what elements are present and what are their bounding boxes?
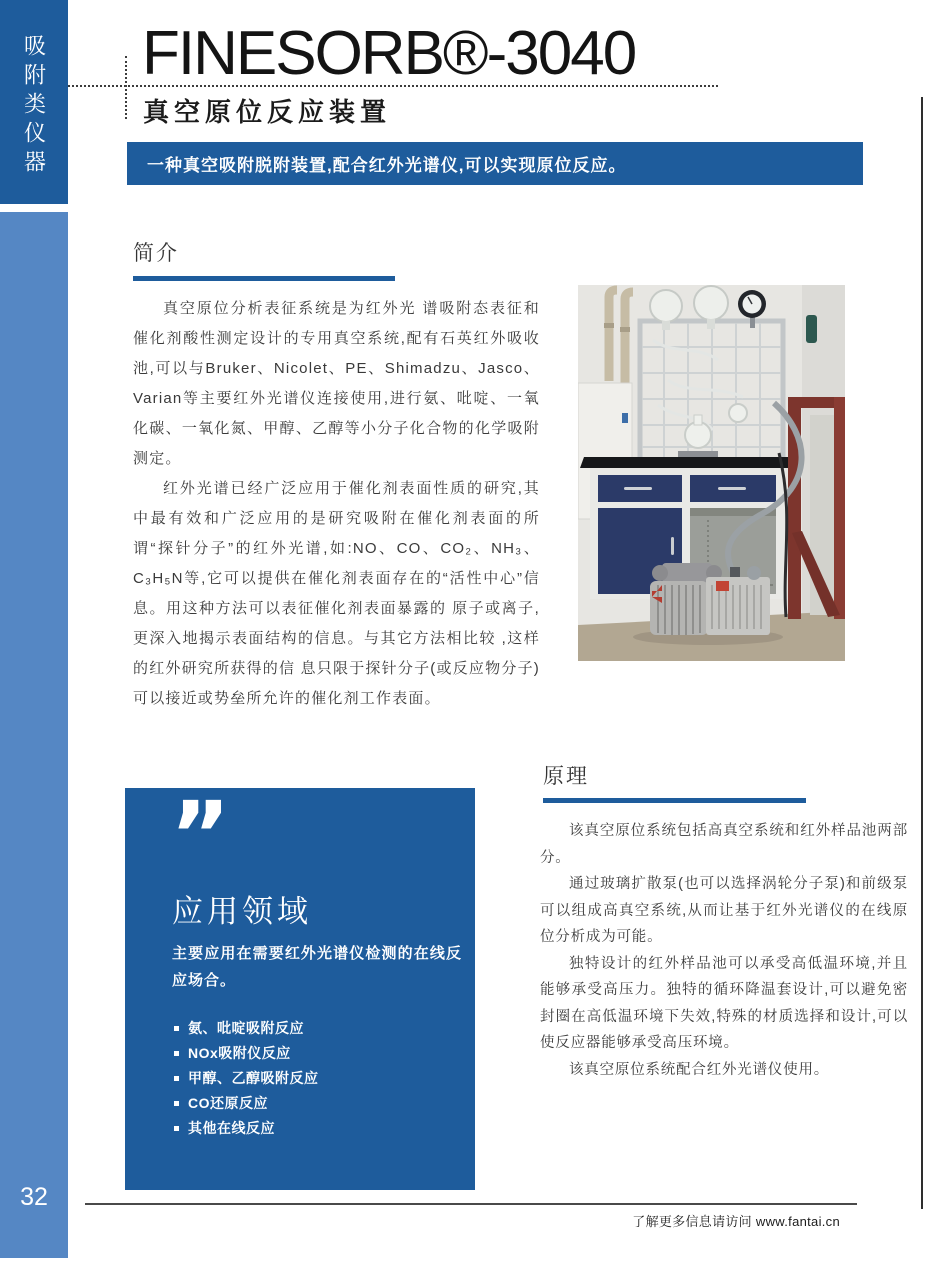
dotted-divider-vertical — [125, 56, 127, 119]
applications-list — [172, 1016, 319, 1141]
intro-heading: 简介 — [133, 242, 179, 265]
intro-paragraph: 真空原位分析表征系统是为红外光 谱吸附态表征和催化剂酸性测定设计的专用真空系统,配有石英红外吸收池,可以与Bruker、Nicolet、PE、Shimadzu、Jasco、Varian等主要红外光谱仪连接使用,进行氨、吡啶、一氧化碳、一氧化氮、甲醇、乙醇等小分子化合物的化学吸附测定。 — [133, 300, 540, 467]
footer-rule — [85, 1203, 857, 1205]
intro-body — [133, 294, 540, 714]
footer-link-text: 了解更多信息请访问 www.fantai.cn — [632, 1214, 840, 1229]
wall-pipes — [609, 290, 633, 383]
wall-fixture — [806, 315, 817, 343]
page-number: 32 — [20, 1183, 48, 1211]
vacuum-pump — [633, 563, 783, 645]
list-item: 甲醇、乙醇吸附反应 — [172, 1066, 319, 1091]
list-item: NOx吸附仪反应 — [172, 1041, 319, 1066]
principle-body — [540, 818, 908, 1083]
principle-paragraph: 该真空原位系统配合红外光谱仪使用。 — [569, 1061, 830, 1078]
intro-heading-underline — [133, 276, 395, 281]
applications-description: 主要应用在需要红外光谱仪检测的在线反应场合。 — [172, 945, 462, 989]
applications-heading: 应用领域 — [172, 894, 312, 929]
bench-top — [580, 457, 792, 468]
principle-paragraph: 该真空原位系统包括高真空系统和红外样品池两部分。 — [540, 823, 908, 866]
page-edge-line — [921, 97, 923, 1209]
applications-box — [125, 782, 475, 1190]
product-subtitle: 真空原位反应装置 — [143, 97, 392, 127]
sidebar-category-label: 吸附类仪器 — [21, 34, 47, 179]
product-title: FINESORB®-3040 — [142, 19, 636, 88]
product-photo — [578, 285, 845, 661]
list-item: CO还原反应 — [172, 1091, 319, 1116]
sidebar-accent-bar — [0, 212, 68, 1258]
principle-heading-underline — [543, 798, 806, 803]
list-item: 其他在线反应 — [172, 1116, 319, 1141]
principle-heading: 原理 — [543, 765, 589, 788]
product-photo-illustration — [578, 285, 845, 661]
sidebar-category-label-wrap — [0, 34, 68, 194]
intro-paragraph: 红外光谱已经广泛应用于催化剂表面性质的研究,其中最有效和广泛应用的是研究吸附在催化剂表面的所谓“探针分子”的红外光谱,如:NO、CO、CO₂、NH₃、C₃H₅N等,它可以提供在催化剂表面存在的“活性中心”信息。用这种方法可以表征催化剂表面暴露的 原子或离子,更深入地揭示表面结构的信息。与其它方法相比较 ,这样的红外研究所获得的信 息只限于探针分子(或反应物分子)可以接近或势垒所允许的催化剂工作表面。 — [133, 480, 540, 707]
list-item: 氨、吡啶吸附反应 — [172, 1016, 319, 1041]
principle-paragraph: 独特设计的红外样品池可以承受高低温环境,并且能够承受高压力。独特的循环降温套设计,可以避免密封圈在高低温环境下失效,特殊的材质选择和设计,可以使反应器能够承受高压环境。 — [540, 955, 908, 1051]
quote-icon: ” — [170, 782, 231, 889]
dotted-divider-horizontal — [68, 85, 718, 87]
tagline-text: 一种真空吸附脱附装置,配合红外光谱仪,可以实现原位反应。 — [147, 156, 627, 175]
tagline-banner — [127, 142, 863, 185]
principle-paragraph: 通过玻璃扩散泵(也可以选择涡轮分子泵)和前级泵可以组成高真空系统,从而让基于红外光谱仪的在线原位分析成为可能。 — [540, 876, 908, 945]
